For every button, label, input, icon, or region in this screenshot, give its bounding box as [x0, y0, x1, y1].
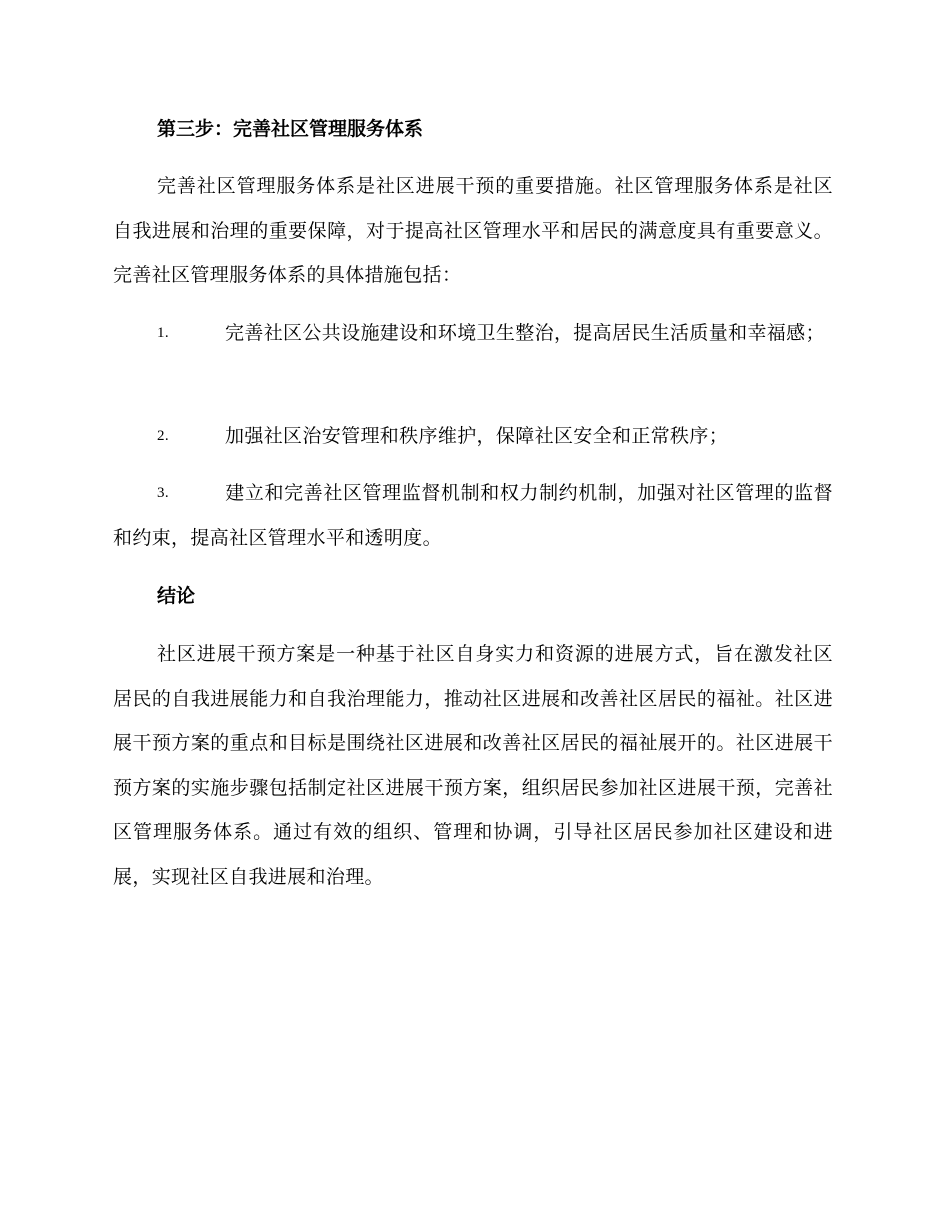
step3-intro-paragraph: 完善社区管理服务体系是社区进展干预的重要措施。社区管理服务体系是社区自我进展和治理的重要保障，对于提高社区管理水平和居民的满意度具有重要意义。完善社区管理服务体系的具体措施包括： — [113, 175, 833, 286]
measure-text: 完善社区公共设施建设和环境卫生整治，提高居民生活质量和幸福感； — [225, 322, 825, 344]
measure-item-3 — [113, 471, 833, 560]
measure-number: 2. — [157, 428, 169, 444]
measure-number: 1. — [157, 325, 169, 341]
measure-text: 建立和完善社区管理监督机制和权力制约机制，加强对社区管理的监督和约束，提高社区管理水平和透明度。 — [113, 482, 833, 549]
step3-heading: 第三步：完善社区管理服务体系 — [157, 118, 424, 140]
measure-item-2 — [113, 414, 833, 459]
measure-number: 3. — [157, 485, 169, 501]
conclusion-heading: 结论 — [157, 585, 196, 607]
measure-item-1 — [113, 311, 833, 356]
measure-text: 加强社区治安管理和秩序维护，保障社区安全和正常秩序； — [225, 425, 729, 447]
conclusion-paragraph: 社区进展干预方案是一种基于社区自身实力和资源的进展方式，旨在激发社区居民的自我进展能力和自我治理能力，推动社区进展和改善社区居民的福祉。社区进展干预方案的重点和目标是围绕社区进展和改善社区居民的福祉展开的。社区进展干预方案的实施步骤包括制定社区进展干预方案，组织居民参加社区进展干预，完善社区管理服务体系。通过有效的组织、管理和协调，引导社区居民参加社区建设和进展，实现社区自我进展和治理。 — [113, 643, 833, 888]
